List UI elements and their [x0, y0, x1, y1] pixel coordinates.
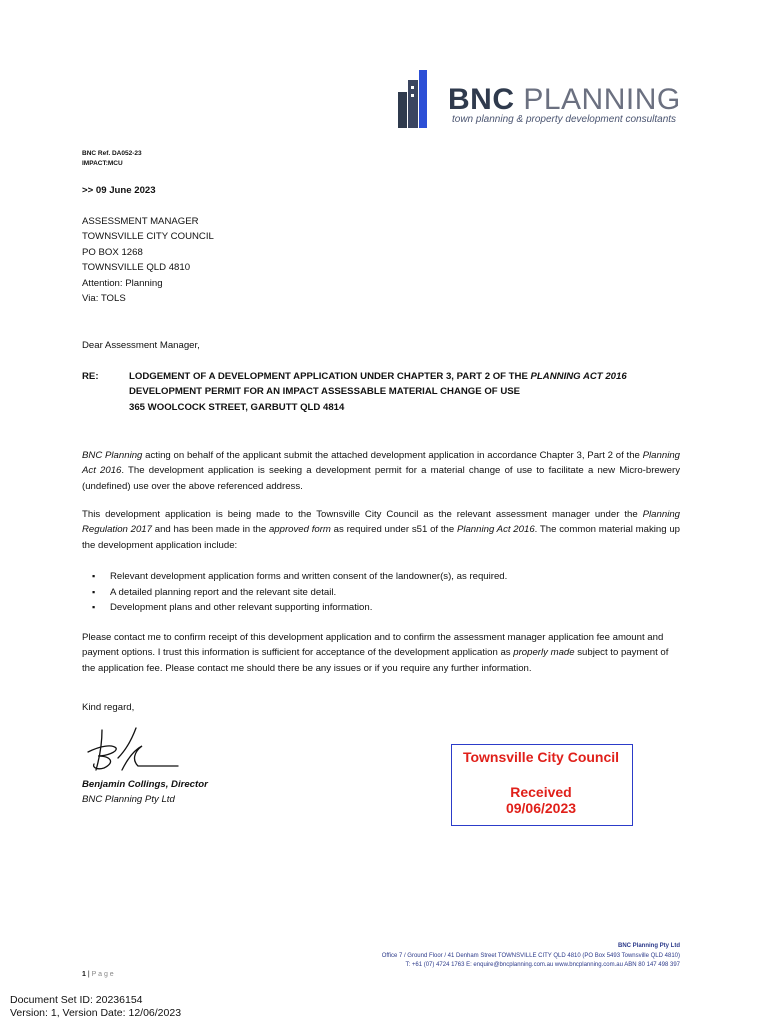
document-set-id: Document Set ID: 20236154 — [10, 994, 143, 1006]
brand-light: PLANNING — [523, 83, 681, 116]
para1-text-end: . The development application is seeking a development permit for a material change of use to facilitate a new Micro-brewery (undefined) use over the above referenced address. — [82, 465, 680, 492]
para1-text: acting on behalf of the applicant submit the attached development application in accordance Chapter 3, Part 2 of the — [142, 450, 643, 461]
re-subject — [129, 369, 689, 415]
para2-regulation: Planning Regulation 2017 — [82, 509, 680, 536]
address-line: Attention: Planning — [82, 277, 163, 289]
para1-firm: BNC Planning — [82, 450, 143, 461]
signer-name: Benjamin Collings, Director — [82, 779, 208, 790]
recipient-address — [82, 214, 214, 306]
re-line-1-text: LODGEMENT OF A DEVELOPMENT APPLICATION UNDER CHAPTER 3, PART 2 OF THE — [129, 371, 531, 382]
page-number — [82, 971, 114, 978]
paragraph-application — [82, 507, 680, 553]
salutation: Dear Assessment Manager, — [82, 340, 200, 351]
brand-tagline: town planning & property development consultants — [452, 114, 677, 125]
para2-text-end: . The common material making up the development application include: — [82, 524, 680, 551]
re-line-2: DEVELOPMENT PERMIT FOR AN IMPACT ASSESSABLE MATERIAL CHANGE OF USE — [129, 386, 521, 398]
bnc-logo-icon — [398, 70, 434, 128]
stamp-status: Received — [510, 784, 572, 800]
closing: Kind regard, — [82, 702, 135, 713]
signer-company: BNC Planning Pty Ltd — [82, 794, 175, 805]
para2-text-2: and has been made in the — [151, 524, 269, 536]
list-item: ▪ A detailed planning report and the relevant site detail. — [92, 585, 507, 601]
para2-act: Planning Act 2016 — [456, 524, 535, 536]
footer-address: Office 7 / Ground Floor / 41 Denham Street TOWNSVILLE CITY QLD 4810 (PO Box 5493 Townsville QLD 4810) — [381, 953, 680, 959]
address-line: ASSESSMENT MANAGER — [82, 216, 199, 227]
reference-block — [82, 149, 142, 169]
signature-icon — [82, 722, 182, 774]
address-line: TOWNSVILLE QLD 4810 — [82, 262, 191, 274]
address-line: TOWNSVILLE CITY COUNCIL — [82, 231, 214, 243]
paragraph-intro — [82, 448, 680, 494]
paragraph-contact — [82, 630, 680, 676]
re-act-name: PLANNING ACT 2016 — [530, 371, 627, 382]
address-line: PO BOX 1268 — [82, 246, 143, 258]
letter-date: >> 09 June 2023 — [82, 185, 156, 196]
stamp-title: Townsville City Council — [462, 749, 620, 765]
materials-list — [92, 569, 507, 616]
re-line-3: 365 WOOLCOCK STREET, GARBUTT QLD 4814 — [129, 401, 345, 413]
list-item: ▪ Development plans and other relevant supporting information. — [92, 600, 507, 616]
para3-properly-made: properly made — [513, 647, 575, 659]
brand-name — [448, 83, 681, 117]
para1-act: Planning Act 2016 — [82, 450, 680, 477]
page-label: P a g e — [91, 971, 114, 978]
para2-text-3: as required under s51 of the — [330, 524, 457, 536]
address-line: Via: TOLS — [82, 293, 126, 305]
page-number-value: 1 — [82, 971, 86, 978]
para2-text: This development application is being made to the Townsville City Council as the relevant assessment manager under the — [82, 509, 643, 520]
stamp-date: 09/06/2023 — [505, 800, 577, 816]
para3-text-end: subject to payment of the application fee. Please contact me should there be any issues or if you require any further information. — [82, 647, 669, 674]
para3-text: Please contact me to confirm receipt of this development application and to confirm the assessment manager application fee amount and payment options. I trust this information is sufficient for acceptance of the development application as — [82, 632, 664, 659]
para2-approved-form: approved form — [268, 524, 331, 536]
footer-company: BNC Planning Pty Ltd — [618, 943, 680, 949]
document-version: Version: 1, Version Date: 12/06/2023 — [10, 1007, 182, 1019]
page-separator: | — [85, 971, 92, 978]
re-label: RE: — [82, 371, 99, 382]
re-line-1 — [129, 369, 689, 384]
list-item: ▪ Relevant development application forms and written consent of the landowner(s), as required. — [92, 569, 507, 585]
reference-number: BNC Ref. DA052-23 — [82, 150, 142, 157]
footer-contact: T: +61 (07) 4724 1763 E: enquire@bncplanning.com.au www.bncplanning.com.au ABN 80 147 498 397 — [405, 962, 680, 968]
reference-type: IMPACT:MCU — [82, 160, 123, 167]
brand-bold: BNC — [448, 83, 515, 116]
